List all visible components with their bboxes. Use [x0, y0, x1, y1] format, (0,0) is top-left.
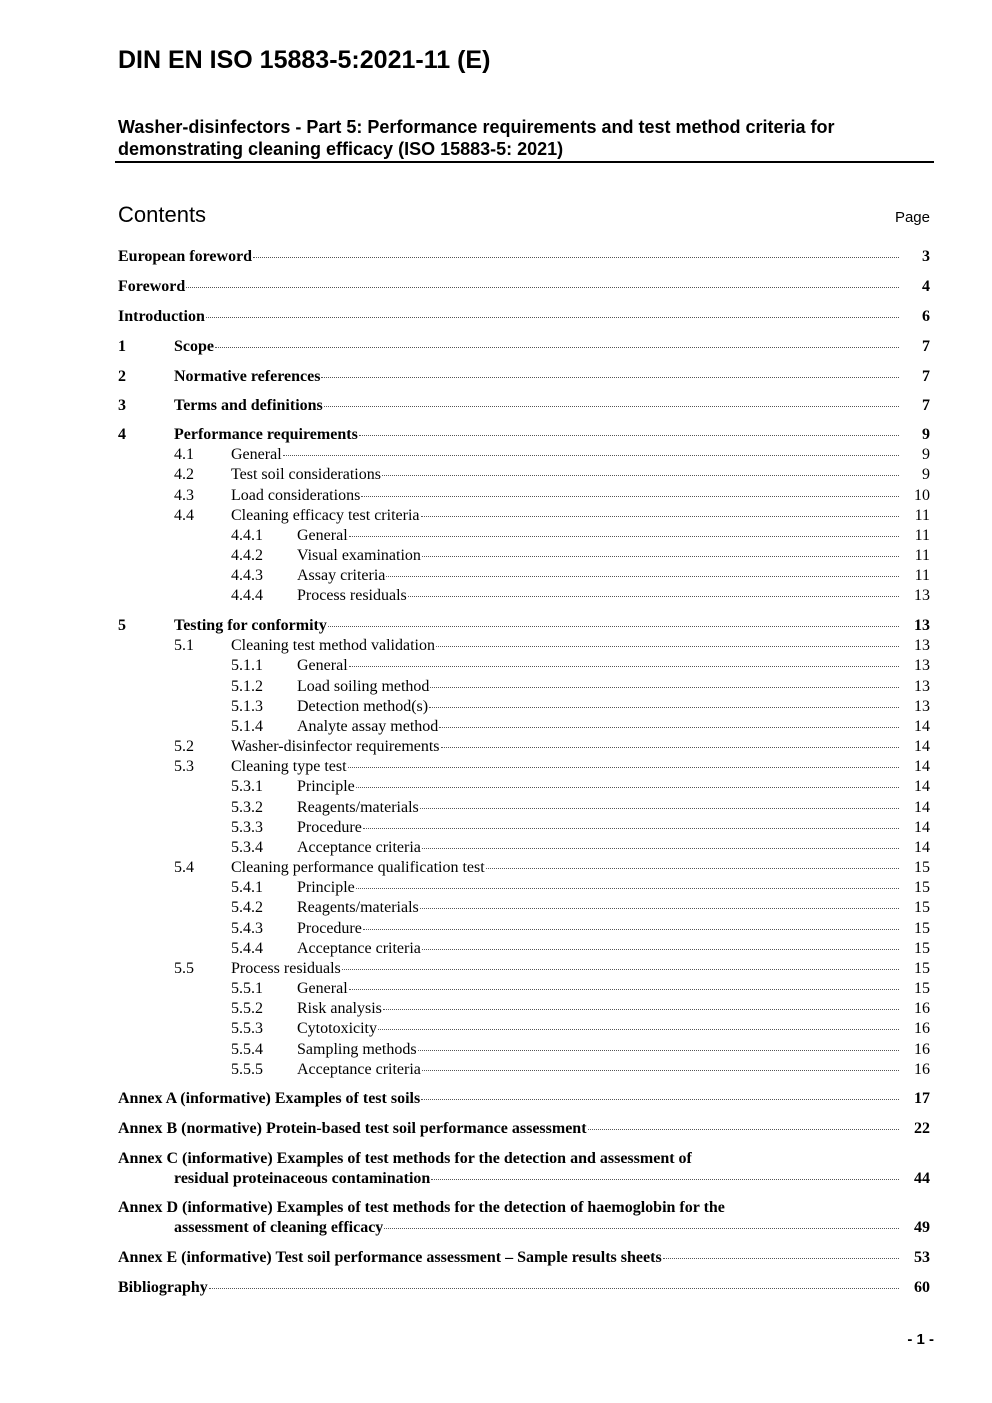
toc-entry-page: 44	[914, 1170, 930, 1187]
toc-entry-page: 4	[922, 278, 930, 295]
toc-entry-number: 5.1.3	[231, 698, 263, 715]
toc-entry-number: 4.4	[174, 507, 194, 524]
toc-dot-leader	[349, 666, 899, 667]
toc-entry-page: 14	[914, 819, 930, 836]
toc-entry-page: 14	[914, 718, 930, 735]
toc-entry-title: Reagents/materials	[297, 899, 419, 916]
toc-entry-number: 5.5.1	[231, 980, 263, 997]
toc-entry-title: Acceptance criteria	[297, 1061, 421, 1078]
toc-entry-title-continued: assessment of cleaning efficacy	[174, 1219, 384, 1236]
toc-entry-page: 11	[914, 567, 930, 584]
toc-entry-page: 9	[922, 446, 930, 463]
toc-entry-title: Annex A (informative) Examples of test soils	[118, 1090, 421, 1107]
toc-entry-title: Acceptance criteria	[297, 940, 421, 957]
toc-dot-leader	[429, 707, 899, 708]
page-number: - 1 -	[907, 1331, 934, 1348]
toc-dot-leader	[430, 687, 899, 688]
toc-entry-page: 60	[914, 1279, 930, 1296]
toc-entry-title: Assay criteria	[297, 567, 386, 584]
toc-entry-title: Load soiling method	[297, 678, 430, 695]
toc-entry-title: Bibliography	[118, 1279, 208, 1296]
toc-entry-page: 15	[914, 899, 930, 916]
toc-entry-number: 5.4.2	[231, 899, 263, 916]
toc-dot-leader	[321, 377, 899, 378]
toc-dot-leader	[383, 1009, 899, 1010]
toc-entry-page: 7	[922, 368, 930, 385]
toc-entry-title: Procedure	[297, 920, 362, 937]
toc-dot-leader	[421, 1099, 899, 1100]
toc-entry-title: Scope	[174, 338, 214, 355]
toc-entry-title: Introduction	[118, 308, 205, 325]
toc-entry-title: Annex D (informative) Examples of test methods for the detection of haemoglobin for the	[118, 1199, 725, 1216]
toc-entry-title: Cytotoxicity	[297, 1020, 377, 1037]
toc-entry-title: Annex B (normative) Protein-based test soil performance assessment	[118, 1120, 587, 1137]
toc-entry-title: General	[297, 657, 348, 674]
toc-dot-leader	[439, 727, 899, 728]
toc-entry-number: 5.5.3	[231, 1020, 263, 1037]
toc-entry-number: 5.1	[174, 637, 194, 654]
toc-dot-leader	[328, 626, 899, 627]
toc-entry-number: 5.1.4	[231, 718, 263, 735]
toc-entry-title-continued: residual proteinaceous contamination	[174, 1170, 431, 1187]
toc-entry-number: 3	[118, 397, 126, 414]
toc-entry-number: 5.5.5	[231, 1061, 263, 1078]
toc-entry-title: Process residuals	[231, 960, 341, 977]
toc-entry-number: 5.2	[174, 738, 194, 755]
toc-dot-leader	[384, 1228, 899, 1229]
toc-entry-number: 5.3	[174, 758, 194, 775]
toc-entry-number: 4.2	[174, 466, 194, 483]
toc-entry-title: Principle	[297, 778, 355, 795]
toc-entry-title: General	[297, 527, 348, 544]
toc-entry-page: 15	[914, 879, 930, 896]
toc-dot-leader	[206, 317, 899, 318]
toc-dot-leader	[209, 1288, 899, 1289]
toc-entry-title: Cleaning efficacy test criteria	[231, 507, 420, 524]
toc-entry-number: 4	[118, 426, 126, 443]
toc-entry-number: 5.5.4	[231, 1041, 263, 1058]
toc-entry-title: General	[297, 980, 348, 997]
toc-entry-page: 9	[922, 426, 930, 443]
toc-entry-title: Reagents/materials	[297, 799, 419, 816]
toc-dot-leader	[420, 808, 899, 809]
toc-entry-page: 14	[914, 778, 930, 795]
toc-dot-leader	[418, 1050, 899, 1051]
toc-entry-number: 4.1	[174, 446, 194, 463]
toc-entry-title: Load considerations	[231, 487, 361, 504]
toc-entry-page: 3	[922, 248, 930, 265]
toc-entry-title: Risk analysis	[297, 1000, 382, 1017]
toc-dot-leader	[363, 828, 899, 829]
toc-dot-leader	[486, 868, 899, 869]
toc-entry-title: Process residuals	[297, 587, 407, 604]
toc-entry-page: 14	[914, 738, 930, 755]
toc-dot-leader	[253, 257, 899, 258]
toc-dot-leader	[441, 747, 899, 748]
toc-entry-page: 15	[914, 920, 930, 937]
toc-dot-leader	[356, 787, 899, 788]
toc-dot-leader	[431, 1179, 899, 1180]
toc-entry-page: 11	[914, 547, 930, 564]
toc-dot-leader	[386, 576, 899, 577]
toc-dot-leader	[186, 287, 899, 288]
toc-dot-leader	[436, 646, 899, 647]
toc-dot-leader	[342, 969, 899, 970]
toc-entry-number: 4.4.4	[231, 587, 263, 604]
toc-entry-number: 5.3.3	[231, 819, 263, 836]
toc-entry-number: 4.3	[174, 487, 194, 504]
toc-entry-page: 16	[914, 1041, 930, 1058]
toc-dot-leader	[663, 1258, 899, 1259]
toc-entry-title: Cleaning performance qualification test	[231, 859, 485, 876]
toc-entry-page: 6	[922, 308, 930, 325]
toc-entry-title: Acceptance criteria	[297, 839, 421, 856]
toc-entry-page: 10	[914, 487, 930, 504]
document-id: DIN EN ISO 15883-5:2021-11 (E)	[118, 46, 491, 74]
toc-entry-page: 15	[914, 940, 930, 957]
toc-entry-page: 13	[914, 587, 930, 604]
toc-dot-leader	[324, 406, 899, 407]
toc-entry-number: 5.5.2	[231, 1000, 263, 1017]
toc-dot-leader	[349, 536, 899, 537]
toc-entry-title: Test soil considerations	[231, 466, 381, 483]
toc-dot-leader	[420, 908, 899, 909]
toc-entry-title: Annex E (informative) Test soil performance assessment – Sample results sheets	[118, 1249, 662, 1266]
toc-entry-title: Principle	[297, 879, 355, 896]
toc-entry-page: 13	[914, 637, 930, 654]
toc-entry-title: European foreword	[118, 248, 253, 265]
toc-entry-page: 13	[914, 698, 930, 715]
toc-dot-leader	[588, 1129, 899, 1130]
toc-entry-number: 5.3.4	[231, 839, 263, 856]
toc-dot-leader	[422, 949, 899, 950]
toc-entry-number: 5.1.1	[231, 657, 263, 674]
toc-entry-number: 5.1.2	[231, 678, 263, 695]
toc-entry-page: 14	[914, 799, 930, 816]
toc-entry-number: 5.4.3	[231, 920, 263, 937]
toc-entry-number: 5.4.4	[231, 940, 263, 957]
toc-dot-leader	[422, 556, 899, 557]
toc-entry-number: 4.4.2	[231, 547, 263, 564]
toc-entry-title: General	[231, 446, 282, 463]
toc-entry-title: Terms and definitions	[174, 397, 323, 414]
toc-dot-leader	[349, 989, 899, 990]
toc-entry-page: 11	[914, 507, 930, 524]
document-title: Washer-disinfectors - Part 5: Performance requirements and test method criteria for demonstrating cleaning efficacy (ISO 15883-5: 2021)	[118, 117, 835, 159]
toc-entry-page: 49	[914, 1219, 930, 1236]
toc-entry-page: 15	[914, 980, 930, 997]
toc-entry-title: Procedure	[297, 819, 362, 836]
toc-entry-page: 9	[922, 466, 930, 483]
toc-entry-page: 15	[914, 859, 930, 876]
toc-entry-page: 13	[914, 678, 930, 695]
toc-entry-title: Visual examination	[297, 547, 421, 564]
toc-entry-title: Cleaning test method validation	[231, 637, 435, 654]
toc-entry-number: 5.3.2	[231, 799, 263, 816]
toc-entry-title: Normative references	[174, 368, 321, 385]
toc-entry-page: 22	[914, 1120, 930, 1137]
toc-entry-title: Annex C (informative) Examples of test methods for the detection and assessment of	[118, 1150, 692, 1167]
toc-entry-number: 4.4.3	[231, 567, 263, 584]
toc-dot-leader	[359, 435, 899, 436]
toc-entry-page: 16	[914, 1020, 930, 1037]
toc-entry-number: 5.3.1	[231, 778, 263, 795]
toc-entry-page: 14	[914, 758, 930, 775]
toc-entry-title: Sampling methods	[297, 1041, 417, 1058]
toc-entry-number: 5.5	[174, 960, 194, 977]
toc-entry-page: 13	[914, 657, 930, 674]
toc-entry-page: 11	[914, 527, 930, 544]
toc-dot-leader	[361, 496, 899, 497]
toc-entry-page: 16	[914, 1000, 930, 1017]
toc-entry-title: Detection method(s)	[297, 698, 429, 715]
toc-entry-title: Foreword	[118, 278, 186, 295]
toc-entry-page: 13	[914, 617, 930, 634]
contents-heading: Contents	[118, 202, 207, 227]
toc-dot-leader	[421, 516, 900, 517]
toc-entry-title: Analyte assay method	[297, 718, 439, 735]
toc-dot-leader	[363, 929, 899, 930]
toc-entry-page: 15	[914, 960, 930, 977]
toc-entry-page: 7	[922, 338, 930, 355]
toc-entry-title: Washer-disinfector requirements	[231, 738, 440, 755]
toc-entry-title: Performance requirements	[174, 426, 358, 443]
toc-entry-title: Cleaning type test	[231, 758, 347, 775]
toc-dot-leader	[422, 848, 899, 849]
toc-dot-leader	[356, 888, 899, 889]
toc-entry-page: 7	[922, 397, 930, 414]
toc-entry-page: 14	[914, 839, 930, 856]
toc-dot-leader	[215, 347, 899, 348]
toc-entry-number: 5	[118, 617, 126, 634]
toc-entry-page: 17	[914, 1090, 930, 1107]
toc-entry-page: 16	[914, 1061, 930, 1078]
toc-dot-leader	[408, 596, 899, 597]
toc-entry-number: 5.4	[174, 859, 194, 876]
toc-dot-leader	[283, 455, 899, 456]
toc-entry-number: 2	[118, 368, 126, 385]
toc-entry-number: 1	[118, 338, 126, 355]
toc-dot-leader	[382, 475, 899, 476]
page-column-heading: Page	[894, 209, 930, 226]
toc-entry-page: 53	[914, 1249, 930, 1266]
toc-entry-number: 5.4.1	[231, 879, 263, 896]
toc-entry-number: 4.4.1	[231, 527, 263, 544]
toc-dot-leader	[348, 767, 899, 768]
toc-dot-leader	[422, 1070, 899, 1071]
toc-entry-title: Testing for conformity	[174, 617, 327, 634]
toc-dot-leader	[378, 1029, 899, 1030]
